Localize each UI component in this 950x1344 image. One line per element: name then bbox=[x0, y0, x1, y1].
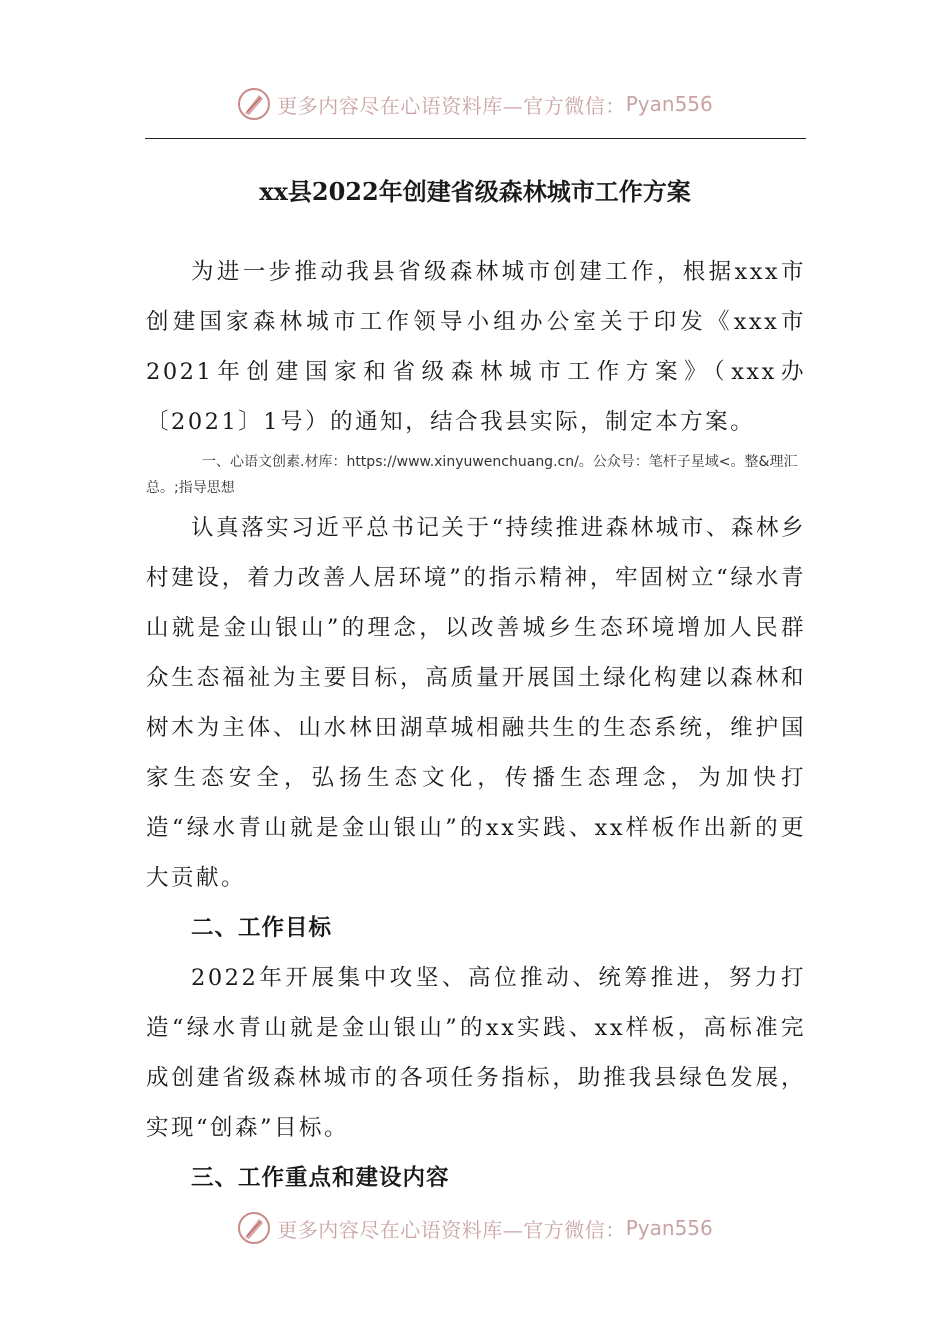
intro-paragraph: 为进一步推动我县省级森林城市创建工作，根据xxx市创建国家森林城市工作领导小组办公室关于印发《xxx市2021年创建国家和省级森林城市工作方案》（xxx办〔2021〕1号）的通知，结合我县实际，制定本方案。 bbox=[146, 259, 806, 435]
header-divider bbox=[145, 138, 806, 139]
footer-watermark-banner bbox=[0, 1204, 950, 1252]
section2-heading: 二、工作目标 bbox=[191, 915, 333, 941]
document-body bbox=[146, 247, 806, 1203]
quill-logo-icon bbox=[237, 87, 271, 121]
watermark-text: 更多内容尽在心语资料库—官方微信： bbox=[277, 93, 626, 118]
watermark-wechat-id: Pyan556 bbox=[625, 1216, 713, 1240]
watermark-wechat-id: Pyan556 bbox=[625, 92, 713, 116]
header-watermark-banner bbox=[0, 80, 950, 128]
section1-heading-note: 一、心语文创素.材库：https://www.xinyuwenchuang.cn/。公众号：笔杆子星域<。整&理汇总。;指导思想 bbox=[146, 454, 798, 496]
document-title: xx县2022年创建省级森林城市工作方案 bbox=[259, 177, 691, 206]
section2-paragraph: 2022年开展集中攻坚、高位推动、统筹推进，努力打造“绿水青山就是金山银山”的xx实践、xx样板，高标准完成创建省级森林城市的各项任务指标，助推我县绿色发展，实现“创森”目标。 bbox=[146, 965, 806, 1141]
section1-paragraph: 认真落实习近平总书记关于“持续推进森林城市、森林乡村建设，着力改善人居环境”的指示精神，牢固树立“绿水青山就是金山银山”的理念，以改善城乡生态环境增加人民群众生态福祉为主要目标，高质量开展国土绿化构建以森林和树木为主体、山水林田湖草城相融共生的生态系统，维护国家生态安全，弘扬生态文化，传播生态理念，为加快打造“绿水青山就是金山银山”的xx实践、xx样板作出新的更大贡献。 bbox=[146, 515, 806, 891]
watermark-text: 更多内容尽在心语资料库—官方微信： bbox=[277, 1217, 626, 1242]
quill-logo-icon bbox=[237, 1211, 271, 1245]
section3-heading: 三、工作重点和建设内容 bbox=[191, 1165, 450, 1191]
